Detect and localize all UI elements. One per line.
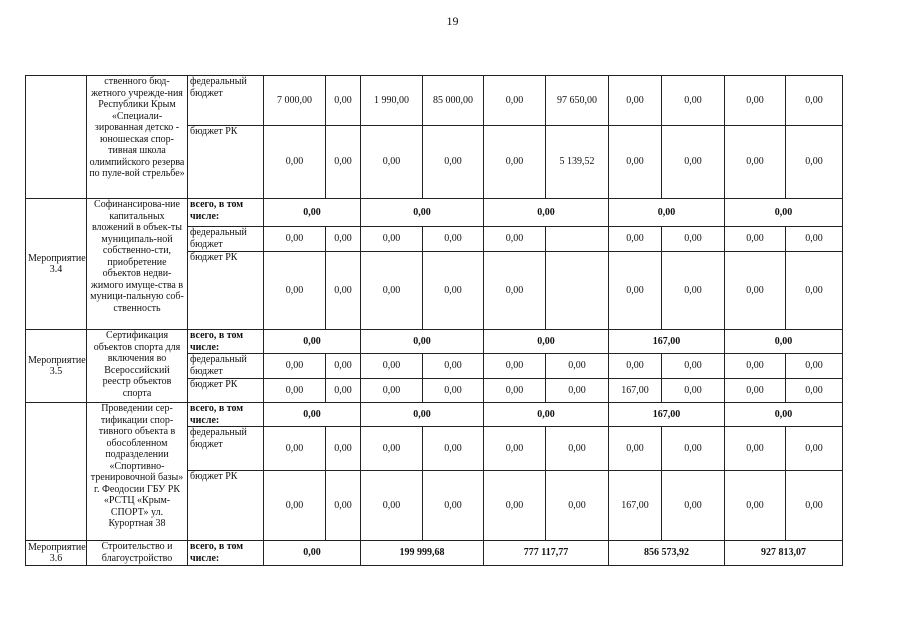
value-cell: 0,00 bbox=[609, 252, 662, 330]
value-cell: 0,00 bbox=[361, 227, 423, 252]
value-cell: 0,00 bbox=[662, 252, 725, 330]
value-cell: 0,00 bbox=[361, 354, 423, 379]
value-cell bbox=[546, 227, 609, 252]
value-cell: 0,00 bbox=[662, 471, 725, 541]
value-cell: 167,00 bbox=[609, 471, 662, 541]
value-cell: 0,00 bbox=[786, 354, 843, 379]
value-cell: 0,00 bbox=[264, 379, 326, 403]
total-value-cell: 856 573,92 bbox=[609, 541, 725, 566]
value-cell: 0,00 bbox=[423, 126, 484, 199]
event-description: ственного бюд-жетного учрежде-ния Республики Крым «Специали-зированная детско - юношеская спор-тивная школа олимпийского резерва по пуле-вой стрельбе» bbox=[87, 76, 188, 199]
total-value-cell: 0,00 bbox=[361, 330, 484, 354]
total-value-cell: 0,00 bbox=[484, 330, 609, 354]
value-cell: 0,00 bbox=[609, 427, 662, 471]
value-cell: 0,00 bbox=[423, 354, 484, 379]
value-cell: 0,00 bbox=[725, 252, 786, 330]
value-cell: 0,00 bbox=[609, 126, 662, 199]
value-cell: 0,00 bbox=[786, 252, 843, 330]
value-cell: 0,00 bbox=[786, 427, 843, 471]
event-description: Строительство и благоустройство bbox=[87, 541, 188, 566]
funding-source-label: бюджет РК bbox=[188, 252, 264, 330]
funding-source-label: всего, в том числе: bbox=[188, 199, 264, 227]
value-cell: 0,00 bbox=[361, 252, 423, 330]
value-cell: 0,00 bbox=[264, 126, 326, 199]
funding-source-label: всего, в том числе: bbox=[188, 330, 264, 354]
total-value-cell: 0,00 bbox=[609, 199, 725, 227]
value-cell: 0,00 bbox=[546, 354, 609, 379]
value-cell: 0,00 bbox=[786, 471, 843, 541]
value-cell: 0,00 bbox=[326, 471, 361, 541]
total-value-cell: 0,00 bbox=[361, 199, 484, 227]
funding-source-label: федеральный бюджет bbox=[188, 427, 264, 471]
total-value-cell: 0,00 bbox=[484, 199, 609, 227]
value-cell: 0,00 bbox=[662, 427, 725, 471]
value-cell: 5 139,52 bbox=[546, 126, 609, 199]
value-cell: 0,00 bbox=[662, 76, 725, 126]
event-cell bbox=[26, 403, 87, 541]
value-cell: 0,00 bbox=[423, 427, 484, 471]
value-cell: 0,00 bbox=[609, 354, 662, 379]
funding-source-label: федеральный бюджет bbox=[188, 354, 264, 379]
total-value-cell: 927 813,07 bbox=[725, 541, 843, 566]
value-cell: 0,00 bbox=[484, 379, 546, 403]
table-row bbox=[26, 199, 843, 227]
value-cell: 97 650,00 bbox=[546, 76, 609, 126]
table-row bbox=[26, 76, 843, 126]
value-cell: 0,00 bbox=[662, 227, 725, 252]
table-row bbox=[26, 330, 843, 354]
value-cell: 0,00 bbox=[326, 427, 361, 471]
value-cell: 0,00 bbox=[484, 227, 546, 252]
funding-source-label: федеральный бюджет bbox=[188, 76, 264, 126]
value-cell: 0,00 bbox=[326, 76, 361, 126]
value-cell: 167,00 bbox=[609, 379, 662, 403]
total-value-cell: 0,00 bbox=[361, 403, 484, 427]
budget-table bbox=[25, 75, 843, 566]
event-cell bbox=[26, 76, 87, 199]
value-cell: 0,00 bbox=[326, 252, 361, 330]
value-cell: 0,00 bbox=[423, 379, 484, 403]
value-cell: 0,00 bbox=[609, 76, 662, 126]
value-cell: 0,00 bbox=[264, 227, 326, 252]
value-cell: 0,00 bbox=[484, 76, 546, 126]
value-cell: 0,00 bbox=[361, 427, 423, 471]
funding-source-label: всего, в том числе: bbox=[188, 403, 264, 427]
value-cell: 0,00 bbox=[725, 227, 786, 252]
funding-source-label: бюджет РК bbox=[188, 126, 264, 199]
value-cell: 0,00 bbox=[725, 427, 786, 471]
event-description: Сертификация объектов спорта для включения во Всероссийский реестр объектов спорта bbox=[87, 330, 188, 403]
total-value-cell: 777 117,77 bbox=[484, 541, 609, 566]
total-value-cell: 0,00 bbox=[725, 199, 843, 227]
value-cell: 0,00 bbox=[484, 427, 546, 471]
total-value-cell: 167,00 bbox=[609, 403, 725, 427]
value-cell: 0,00 bbox=[361, 126, 423, 199]
total-value-cell: 0,00 bbox=[264, 403, 361, 427]
value-cell: 0,00 bbox=[609, 227, 662, 252]
page-number: 19 bbox=[446, 14, 459, 28]
table-row bbox=[26, 403, 843, 427]
value-cell: 0,00 bbox=[264, 252, 326, 330]
value-cell: 0,00 bbox=[264, 354, 326, 379]
total-value-cell: 199 999,68 bbox=[361, 541, 484, 566]
value-cell: 0,00 bbox=[725, 126, 786, 199]
value-cell: 0,00 bbox=[484, 252, 546, 330]
value-cell: 0,00 bbox=[361, 379, 423, 403]
funding-source-label: федеральный бюджет bbox=[188, 227, 264, 252]
value-cell: 0,00 bbox=[326, 354, 361, 379]
total-value-cell: 0,00 bbox=[264, 330, 361, 354]
value-cell: 0,00 bbox=[546, 427, 609, 471]
event-cell: Мероприятие 3.6 bbox=[26, 541, 87, 566]
value-cell: 0,00 bbox=[484, 126, 546, 199]
value-cell: 0,00 bbox=[264, 471, 326, 541]
total-value-cell: 0,00 bbox=[484, 403, 609, 427]
event-description: Софинансирова-ние капитальных вложений в объек-ты муниципаль-ной собственно-сти, приобретение объектов недви-жимого имуще-ства в муници-пальную соб-ственность bbox=[87, 199, 188, 330]
value-cell: 0,00 bbox=[786, 379, 843, 403]
value-cell: 0,00 bbox=[423, 252, 484, 330]
total-value-cell: 167,00 bbox=[609, 330, 725, 354]
value-cell: 0,00 bbox=[725, 76, 786, 126]
value-cell: 0,00 bbox=[423, 227, 484, 252]
value-cell: 0,00 bbox=[484, 354, 546, 379]
event-cell: Мероприятие 3.5 bbox=[26, 330, 87, 403]
value-cell: 0,00 bbox=[546, 471, 609, 541]
value-cell: 0,00 bbox=[662, 379, 725, 403]
value-cell: 0,00 bbox=[662, 126, 725, 199]
total-value-cell: 0,00 bbox=[264, 199, 361, 227]
value-cell bbox=[546, 252, 609, 330]
funding-source-label: бюджет РК bbox=[188, 379, 264, 403]
value-cell: 0,00 bbox=[725, 471, 786, 541]
value-cell: 0,00 bbox=[264, 427, 326, 471]
value-cell: 0,00 bbox=[725, 379, 786, 403]
value-cell: 85 000,00 bbox=[423, 76, 484, 126]
value-cell: 0,00 bbox=[786, 227, 843, 252]
value-cell: 0,00 bbox=[484, 471, 546, 541]
value-cell: 0,00 bbox=[725, 354, 786, 379]
total-value-cell: 0,00 bbox=[725, 330, 843, 354]
total-value-cell: 0,00 bbox=[264, 541, 361, 566]
value-cell: 0,00 bbox=[662, 354, 725, 379]
value-cell: 0,00 bbox=[326, 379, 361, 403]
value-cell: 1 990,00 bbox=[361, 76, 423, 126]
value-cell: 0,00 bbox=[786, 126, 843, 199]
value-cell: 0,00 bbox=[423, 471, 484, 541]
funding-source-label: бюджет РК bbox=[188, 471, 264, 541]
funding-source-label: всего, в том числе: bbox=[188, 541, 264, 566]
value-cell: 0,00 bbox=[546, 379, 609, 403]
value-cell: 0,00 bbox=[326, 126, 361, 199]
event-description: Проведении сер-тификации спор-тивного объекта в обособленном подразделении «Спортивно-тренировочной базы» г. Феодосии ГБУ РК «РСТЦ «Крым-СПОРТ» ул. Курортная 38 bbox=[87, 403, 188, 541]
value-cell: 0,00 bbox=[326, 227, 361, 252]
value-cell: 0,00 bbox=[361, 471, 423, 541]
value-cell: 7 000,00 bbox=[264, 76, 326, 126]
value-cell: 0,00 bbox=[786, 76, 843, 126]
event-cell: Мероприятие 3.4 bbox=[26, 199, 87, 330]
total-value-cell: 0,00 bbox=[725, 403, 843, 427]
table-row bbox=[26, 541, 843, 566]
